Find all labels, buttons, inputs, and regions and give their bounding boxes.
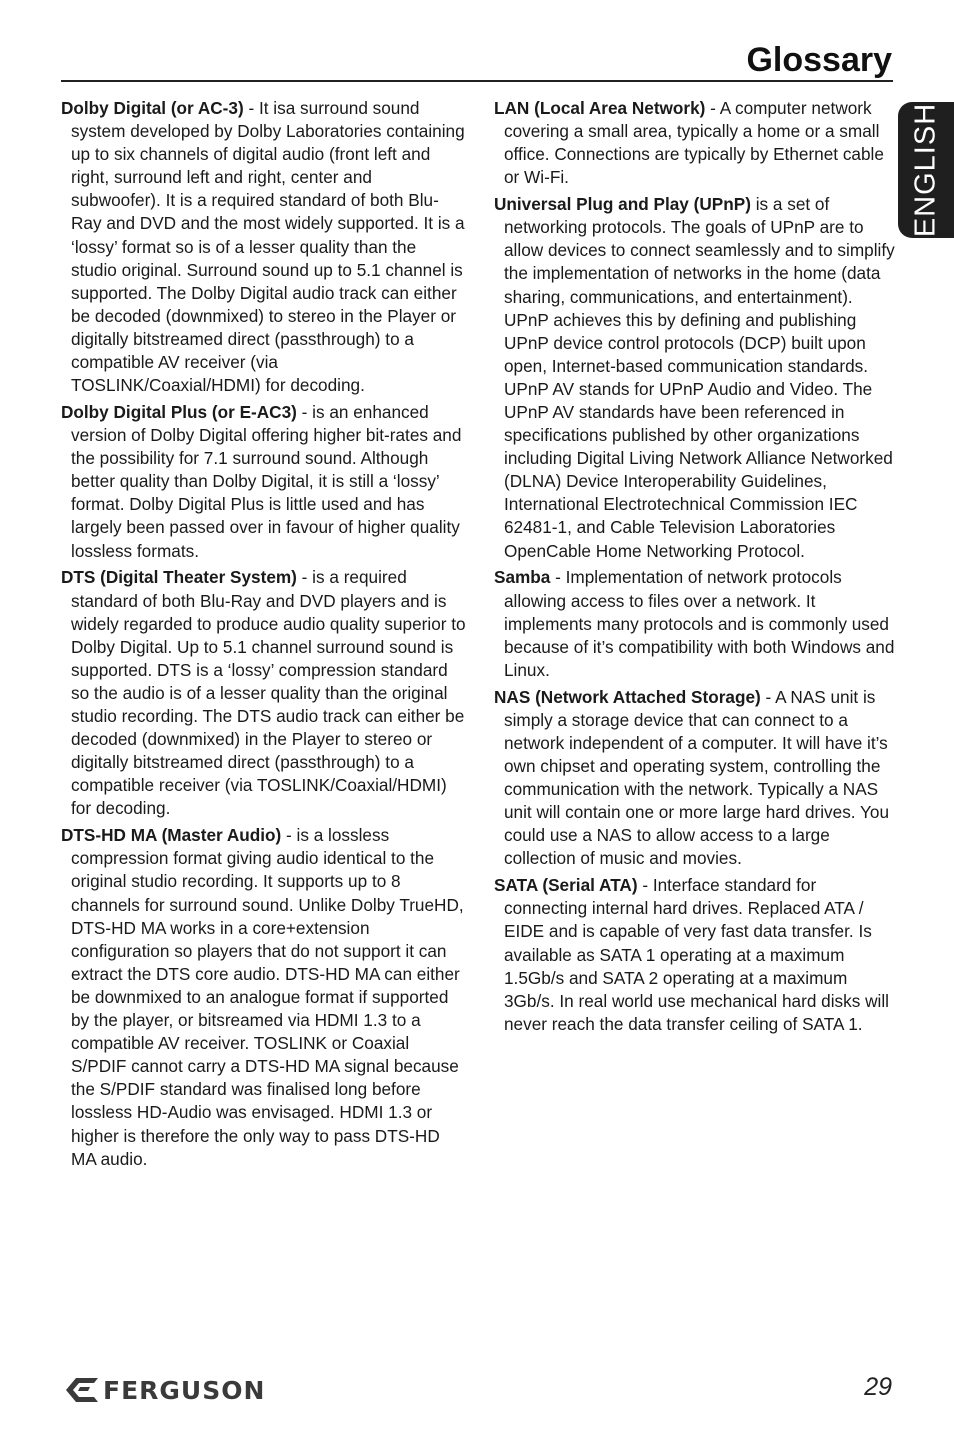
glossary-term: Dolby Digital (or AC-3)	[61, 98, 244, 118]
glossary-definition: - Implementation of network protocols allowing access to files over a network. It implements many protocols and is commonly used because of it’s compatibility with both Windows and Linux.	[504, 567, 895, 680]
glossary-definition: - A computer network covering a small area, typically a home or a small office. Connections are typically by Ethernet cable or Wi-Fi.	[504, 98, 884, 188]
brand-name: FERGUSON	[103, 1375, 266, 1405]
ferguson-mark-icon	[64, 1375, 100, 1405]
glossary-entry	[494, 566, 899, 681]
glossary-definition: - is a lossless compression format giving audio identical to the original studio recording. It supports up to 8 channels for surround sound. Unlike Dolby TrueHD, DTS-HD MA works in a core+extension configuration so players that do not support it can extract the DTS core audio. DTS-HD MA can either be downmixed to an analogue format if supported by the player, or bitsreamed via HDMI 1.3 to a compatible AV receiver. TOSLINK or Coaxial S/PDIF cannot carry a DTS-HD MA signal because the S/PDIF standard was finalised long before lossless HD-Audio was envisaged. HDMI 1.3 or higher is therefore the only way to pass DTS-HD MA audio.	[71, 825, 464, 1169]
glossary-term: Dolby Digital Plus (or E-AC3)	[61, 402, 297, 423]
glossary-definition: - Interface standard for connecting internal hard drives. Replaced ATA / EIDE and is capable of very fast data transfer. Is available as SATA 1 operating at a maximum 1.5Gb/s and SATA 2 operating at a maximum 3Gb/s. In real world use mechanical hard disks will never reach the data transfer ceiling of SATA 1.	[504, 875, 889, 1034]
glossary-definition: - A NAS unit is simply a storage device that can connect to a network independent of a computer. It will have it’s own chipset and operating system, controlling the communication with the network. Typically a NAS unit will contain one or more large hard drives. You could use a NAS to allow access to a large collection of music and movies.	[504, 686, 890, 869]
right-column	[494, 97, 899, 1040]
glossary-term: Samba	[494, 567, 551, 588]
glossary-entry	[61, 401, 466, 563]
header-rule	[61, 80, 893, 82]
glossary-definition: - is a required standard of both Blu-Ray and DVD players and is widely regarded to produce audio quality superior to Dolby Digital. Up to 5.1 channel surround sound is supported. DTS is a ‘lossy’ compression standard so the audio is of a lesser quality than the original studio recording. The DTS audio track can either be decoded (downmixed) in the Player to stereo or digitally bitstreamed direct (passthrough) to a compatible receiver (via TOSLINK/Coaxial/HDMI) for decoding.	[71, 567, 466, 819]
glossary-term: DTS-HD MA (Master Audio)	[61, 825, 282, 846]
glossary-entry	[61, 824, 466, 1170]
glossary-entry	[494, 686, 899, 871]
glossary-definition: is a set of networking protocols. The goals of UPnP are to allow devices to connect seamlessly and to simplify the implementation of networks in the home (data sharing, communications, and entertainment). UPnP achieves this by defining and publishing UPnP device control protocols (DCP) built upon open, Internet-based communication standards. UPnP AV stands for UPnP Audio and Video. The UPnP AV standards have been referenced in specifications published by other organizations including Digital Living Network Alliance Networked (DLNA) Device Interoperability Guidelines, International Electrotechnical Commission IEC 62481-1, and Cable Television Laboratories OpenCable Home Networking Protocol.	[504, 194, 895, 561]
glossary-term: Universal Plug and Play (UPnP)	[494, 194, 751, 215]
page-number: 29	[864, 1373, 892, 1401]
glossary-term: SATA (Serial ATA)	[494, 875, 638, 896]
glossary-term: DTS (Digital Theater System)	[61, 567, 297, 588]
glossary-entry	[494, 97, 899, 189]
glossary-entry	[61, 97, 466, 397]
glossary-entry	[61, 566, 466, 820]
language-tab	[898, 102, 954, 238]
glossary-term: NAS (Network Attached Storage)	[494, 686, 761, 707]
glossary-term: LAN (Local Area Network)	[494, 98, 706, 118]
glossary-entry	[494, 874, 899, 1036]
language-tab-label: ENGLISH	[909, 102, 942, 238]
page-title: Glossary	[746, 41, 892, 79]
brand-logo	[64, 1374, 265, 1406]
glossary-entry	[494, 193, 899, 563]
glossary-definition: - It isa surround sound system developed by Dolby Laboratories containing up to six channels of digital audio (front left and right, surround left and right, center and subwoofer). It is a required standard of both Blu-Ray and DVD and the most widely supported. It is a ‘lossy’ format so is of a lesser quality than the studio original. Surround sound up to 5.1 channel is supported. The Dolby Digital audio track can either be decoded (downmixed) to stereo in the Player or digitally bitstreamed direct (passthrough) to a compatible AV receiver (via TOSLINK/Coaxial/HDMI) for decoding.	[71, 98, 465, 396]
left-column	[61, 97, 466, 1175]
glossary-definition: - is an enhanced version of Dolby Digital offering higher bit-rates and the possibility for 7.1 surround sound. Although better quality than Dolby Digital, it is still a ‘lossy’ format. Dolby Digital Plus is little used and has largely been passed over in favour of higher quality lossless formats.	[71, 402, 462, 561]
